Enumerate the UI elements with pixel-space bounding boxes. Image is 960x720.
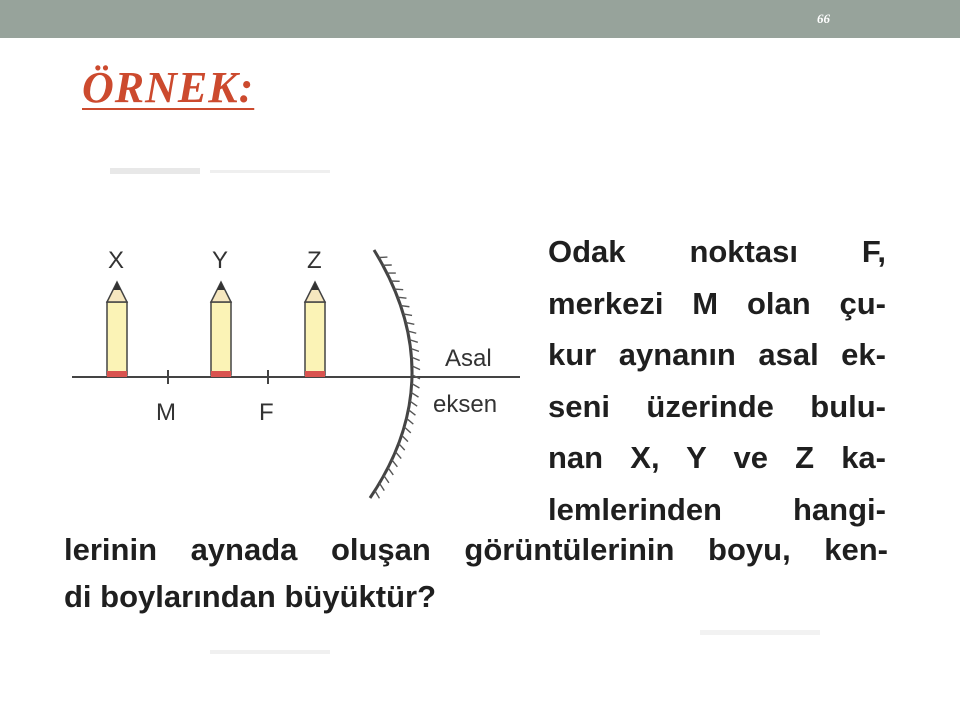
question-line: di boylarından büyüktür? <box>64 579 437 614</box>
mirror-hatch-mark <box>402 435 408 441</box>
scan-artifact <box>110 168 200 174</box>
question-text-bottom <box>64 526 888 620</box>
label-x: X <box>108 247 125 274</box>
page-number: 66 <box>817 11 830 26</box>
pencil-y <box>211 282 231 377</box>
top-bar <box>0 0 960 38</box>
mirror-hatch-mark <box>375 491 380 499</box>
mirror-hatch-mark <box>388 468 393 475</box>
mirror-hatch-mark <box>392 460 398 467</box>
question-line: Odak noktası F, <box>548 234 886 269</box>
mirror-hatch-mark <box>384 475 389 482</box>
label-y: Y <box>212 247 229 274</box>
question-line: lerinin aynada oluşan görüntülerinin boyu, ken- <box>64 532 888 567</box>
concave-mirror <box>370 250 420 498</box>
label-z: Z <box>307 247 322 274</box>
mirror-hatch-mark <box>379 257 388 258</box>
pencil-z <box>305 282 325 377</box>
mirror-hatch-mark <box>398 297 407 298</box>
question-line: kur aynanın asal ek- <box>548 337 886 372</box>
pencil-x <box>107 282 127 377</box>
axis-label-asal: Asal <box>445 345 492 372</box>
question-line: merkezi M olan çu- <box>548 285 886 321</box>
scan-artifact <box>210 650 330 654</box>
label-f: F <box>259 399 274 426</box>
scan-artifact <box>210 170 330 173</box>
mirror-hatch-mark <box>395 452 401 459</box>
question-line: nan X, Y ve Z ka- <box>548 440 886 475</box>
label-m: M <box>156 399 176 426</box>
question-text-right <box>548 226 886 535</box>
mirror-hatch-mark <box>399 444 405 451</box>
question-line: lemlerinden hangi- <box>548 491 886 527</box>
axis-label-eksen: eksen <box>433 391 498 418</box>
scan-artifact <box>700 630 820 635</box>
mirror-hatch-mark <box>394 289 403 290</box>
mirror-hatch-mark <box>406 418 413 424</box>
mirror-hatch-mark <box>404 427 411 433</box>
question-line: seni üzerinde bulu- <box>548 388 886 424</box>
slide-title: ÖRNEK: <box>82 63 255 112</box>
mirror-hatch-mark <box>379 483 384 491</box>
mirror-hatch-mark <box>408 410 415 415</box>
